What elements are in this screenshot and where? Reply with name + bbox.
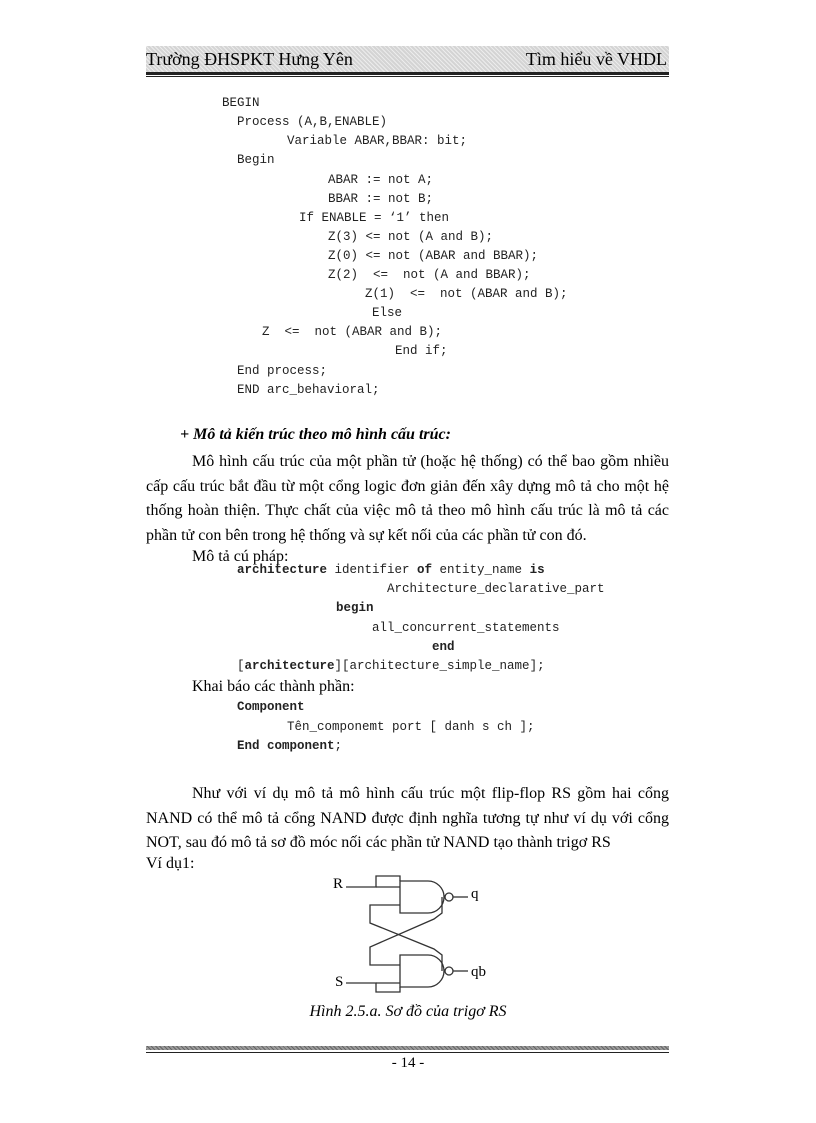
component-label: Khai báo các thành phần: <box>192 678 355 695</box>
code-line: ABAR := not A; <box>328 173 434 187</box>
bracket-rest: ][architecture_simple_name]; <box>334 659 545 673</box>
footer-rule-thin <box>146 1052 669 1053</box>
code-line: Z(0) <= not (ABAR and BBAR); <box>328 249 539 263</box>
keyword: is <box>529 563 545 577</box>
keyword: End component <box>237 739 335 753</box>
code-line: Process (A,B,ENABLE) <box>237 115 388 129</box>
header-title: Tìm hiểu về VHDL <box>525 49 667 69</box>
input-s-label: S <box>335 974 344 990</box>
code-line: Else <box>372 306 403 320</box>
code-line: Z(3) <= not (A and B); <box>328 230 494 244</box>
syntax-line-2: Architecture_declarative_part <box>387 582 605 596</box>
keyword: architecture <box>244 659 335 673</box>
nand-gate-top <box>400 881 444 913</box>
code-line: BEGIN <box>222 96 260 110</box>
syntax-label: Mô tả cú pháp: <box>192 548 289 565</box>
code-line: End if; <box>395 344 448 358</box>
page-number: - 14 - <box>391 1055 425 1071</box>
input-r-label: R <box>333 876 344 892</box>
paragraph-text: Như với ví dụ mô tả mô hình cấu trúc một flip-flop RS gồm hai cổng NAND có thể mô tả cổng NAND được định nghĩa tương tự như ví dụ với cổng NOT, sau đó mô tả sơ đồ móc nối các phần tử NAND tạo thành trigơ RS <box>146 785 669 851</box>
keyword: architecture <box>237 563 328 577</box>
header-rule <box>146 72 669 75</box>
code-line: Z <= not (ABAR and B); <box>262 325 443 339</box>
code-line: Begin <box>237 153 275 167</box>
keyword: of <box>417 563 433 577</box>
header-school: Trường ĐHSPKT Hưng Yên <box>146 49 353 69</box>
syntax-line-4: all_concurrent_statements <box>372 621 560 635</box>
end-component-line <box>237 737 342 756</box>
code-line: END arc_behavioral; <box>237 383 380 397</box>
paragraph-text: Mô hình cấu trúc của một phần tử (hoặc hệ thống) có thể bao gồm nhiều cấp cấu trúc bắt đầu từ một cổng logic đơn giản đến xây dựng mô tả cho một hệ thống hoàn thiện. Thực chất của việc mô tả theo mô hình cấu trúc là mô tả các phần tử con bên trong hệ thống và sự kết nối của các phần tử con đó. <box>146 453 669 544</box>
identifier: identifier <box>327 563 418 577</box>
code-line: If ENABLE = ‘1’ then <box>299 211 450 225</box>
bracket: [ <box>237 659 245 673</box>
code-line: Z(2) <= not (A and BBAR); <box>328 268 531 282</box>
output-qb-label: qb <box>471 964 486 980</box>
figure-caption: Hình 2.5.a. Sơ đồ của trigơ RS <box>309 1003 507 1020</box>
nand-gate-bottom <box>400 955 444 987</box>
section-heading: + Mô tả kiến trúc theo mô hình cấu trúc: <box>180 426 451 443</box>
footer-rule <box>146 1046 669 1050</box>
entity-name: entity_name <box>432 563 530 577</box>
output-q-label: q <box>471 886 479 902</box>
code-line: Variable ABAR,BBAR: bit; <box>287 134 468 148</box>
syntax-begin: begin <box>336 601 374 615</box>
component-keyword: Component <box>237 700 305 714</box>
page-header <box>146 46 669 72</box>
code-line: Z(1) <= not (ABAR and B); <box>365 287 568 301</box>
paragraph-structural-model <box>146 450 669 548</box>
inverter-bubble <box>445 967 453 975</box>
syntax-line-6 <box>237 657 545 676</box>
example-label: Ví dụ1: <box>146 855 195 872</box>
syntax-line-1 <box>237 561 545 580</box>
component-line: Tên_componemt port [ danh s ch ]; <box>287 720 535 734</box>
code-line: BBAR := not B; <box>328 192 434 206</box>
syntax-end: end <box>432 640 455 654</box>
header-rule-thin <box>146 76 669 77</box>
code-line: End process; <box>237 364 328 378</box>
inverter-bubble <box>445 893 453 901</box>
semicolon: ; <box>334 739 343 753</box>
paragraph-flipflop <box>146 782 669 856</box>
